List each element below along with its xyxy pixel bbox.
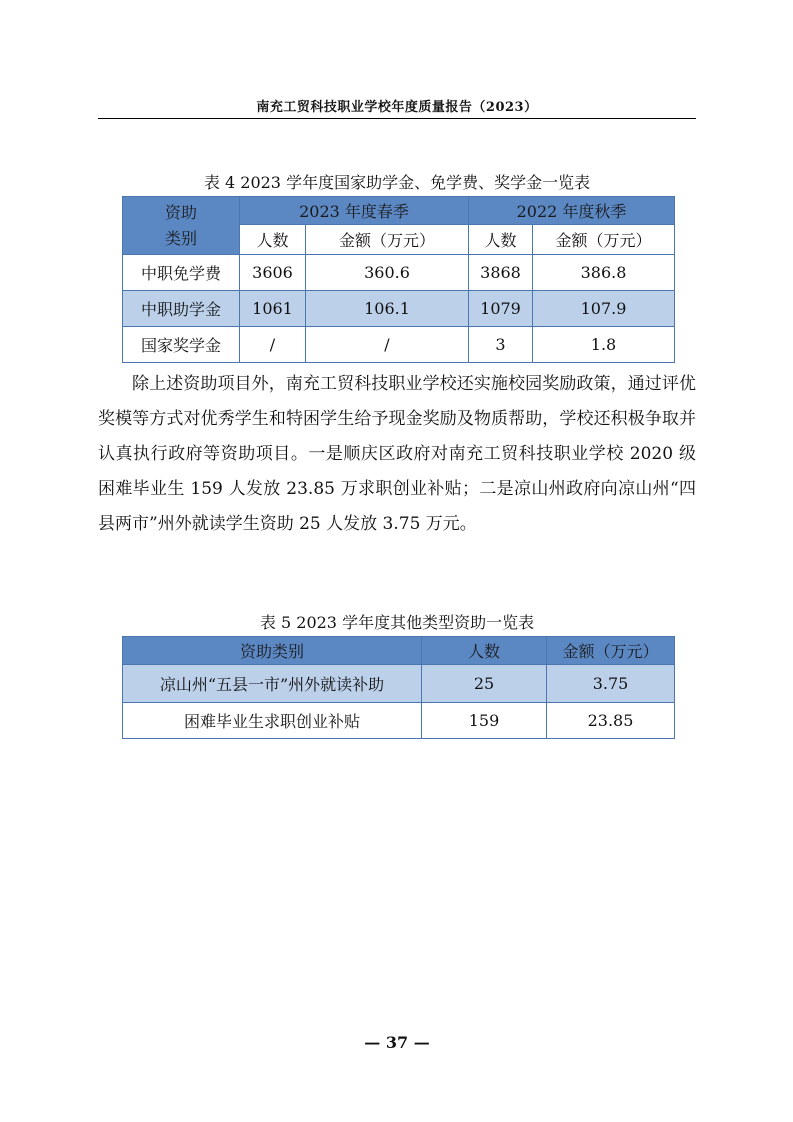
table-row	[123, 291, 675, 327]
paragraph-text: 除上述资助项目外，南充工贸科技职业学校还实施校园奖励政策，通过评优奖模等方式对优秀学生和特困学生给予现金奖励及物质帮助，学校还积极争取并认真执行政府等资助项目。一是顺庆区政府对南充工贸科技职业学校 2020 级困难毕业生 159 人发放 23.85 万求职创业补贴；二是凉山州政府向凉山州“四县两市”州外就读学生资助 25 人发放 3.75 万元。	[98, 374, 696, 534]
table5-row-name: 凉山州“五县一市”州外就读补助	[123, 665, 422, 703]
table4-p1-people-header: 人数	[240, 225, 306, 255]
table-row	[123, 665, 675, 703]
table5-amount-header: 金额（万元）	[547, 637, 675, 665]
table4-cell: 386.8	[533, 255, 675, 291]
table4-p1-amount-header: 金额（万元）	[306, 225, 469, 255]
table4-p2-amount-header: 金额（万元）	[533, 225, 675, 255]
table-row	[123, 255, 675, 291]
table5	[122, 636, 675, 739]
page-number: — 37 —	[364, 1033, 430, 1052]
table5-row-name: 困难毕业生求职创业补贴	[123, 703, 422, 739]
table4-cell: 106.1	[306, 291, 469, 327]
table4-period1-header: 2023 年度春季	[240, 197, 469, 225]
table5-people-header: 人数	[422, 637, 547, 665]
table4-cell: /	[306, 327, 469, 363]
table4-cell: 1.8	[533, 327, 675, 363]
table4-cell: 3868	[469, 255, 533, 291]
table4-row-name: 国家奖学金	[123, 327, 240, 363]
table4-row-name: 中职助学金	[123, 291, 240, 327]
table4-caption: 表 4 2023 学年度国家助学金、免学费、奖学金一览表	[203, 173, 591, 192]
table5-cell: 25	[422, 665, 547, 703]
table4-category-header: 资助 类别	[123, 197, 240, 255]
table5-category-header: 资助类别	[123, 637, 422, 665]
table4-cell: /	[240, 327, 306, 363]
table5-cell: 3.75	[547, 665, 675, 703]
table5-cell: 159	[422, 703, 547, 739]
table4-period2-header: 2022 年度秋季	[469, 197, 675, 225]
table4-p2-people-header: 人数	[469, 225, 533, 255]
table5-header-row	[123, 637, 675, 665]
body-paragraph	[98, 367, 696, 542]
table4-cell: 3	[469, 327, 533, 363]
table4-cell: 1079	[469, 291, 533, 327]
table4-row-name: 中职免学费	[123, 255, 240, 291]
table4	[122, 196, 675, 363]
table-row	[123, 327, 675, 363]
table4-header-row	[123, 197, 675, 225]
table4-cell: 107.9	[533, 291, 675, 327]
table4-cell: 3606	[240, 255, 306, 291]
report-header: 南充工贸科技职业学校年度质量报告（2023）	[256, 100, 538, 115]
table4-cell: 1061	[240, 291, 306, 327]
table4-cell: 360.6	[306, 255, 469, 291]
header-rule	[98, 118, 696, 119]
table5-cell: 23.85	[547, 703, 675, 739]
table5-caption: 表 5 2023 学年度其他类型资助一览表	[259, 613, 535, 632]
table-row	[123, 703, 675, 739]
